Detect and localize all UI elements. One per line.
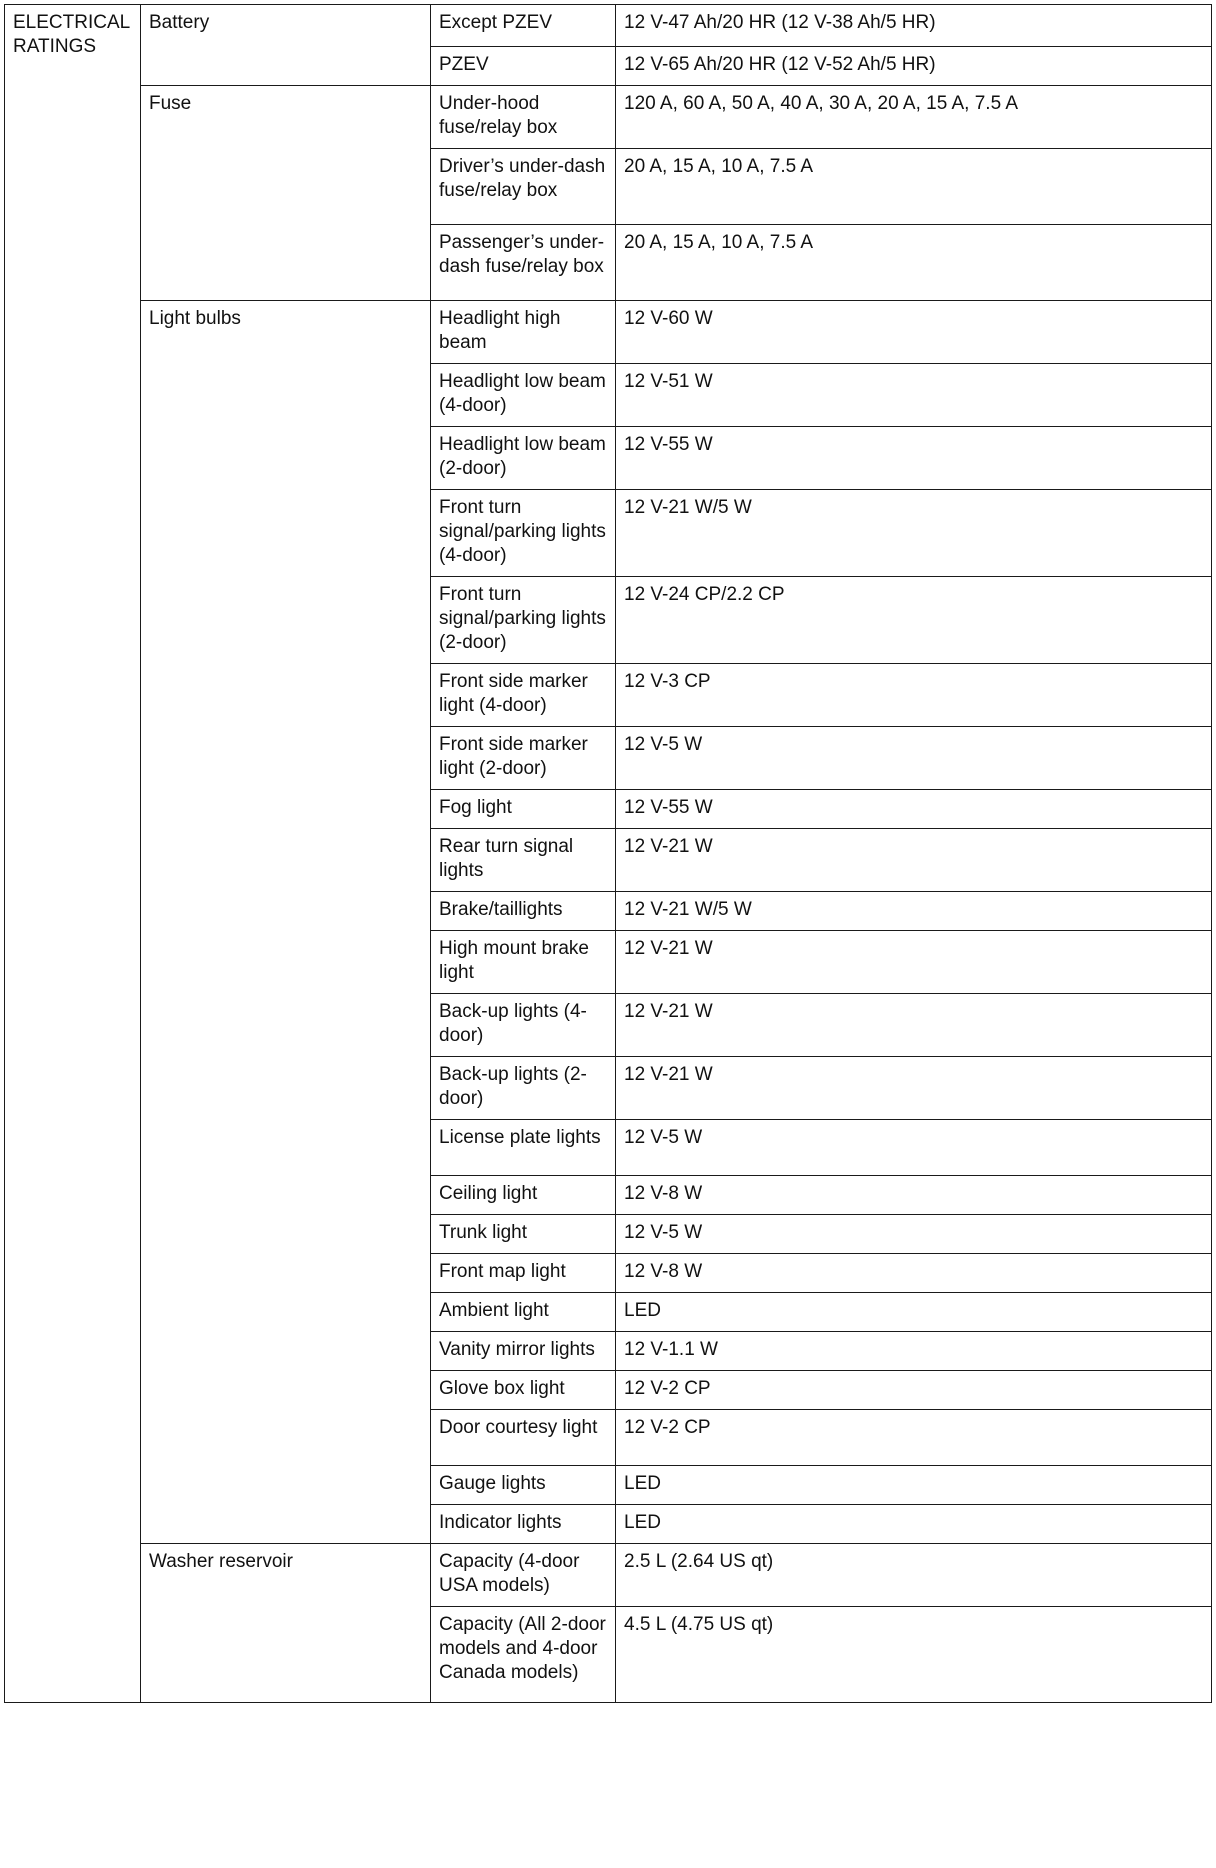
item-value: 20 A, 15 A, 10 A, 7.5 A (616, 225, 1212, 301)
category-washer-reservoir: Washer reservoir (141, 1544, 431, 1703)
item-label: Trunk light (431, 1215, 616, 1254)
item-label: Gauge lights (431, 1466, 616, 1505)
item-value: 12 V-21 W (616, 829, 1212, 892)
table-row (5, 1544, 1212, 1607)
item-label: Capacity (All 2-door models and 4-door Canada models) (431, 1607, 616, 1703)
item-value: 12 V-21 W/5 W (616, 892, 1212, 931)
item-value: 2.5 L (2.64 US qt) (616, 1544, 1212, 1607)
category-light-bulbs: Light bulbs (141, 301, 431, 1544)
item-value: 12 V-21 W (616, 931, 1212, 994)
item-label: Headlight high beam (431, 301, 616, 364)
item-value: 12 V-5 W (616, 1120, 1212, 1176)
item-value: 12 V-8 W (616, 1176, 1212, 1215)
item-value: 12 V-21 W (616, 994, 1212, 1057)
item-value: 12 V-24 CP/2.2 CP (616, 577, 1212, 664)
item-value: 12 V-21 W (616, 1057, 1212, 1120)
spec-page (4, 4, 1212, 1703)
item-label: Brake/taillights (431, 892, 616, 931)
item-value: LED (616, 1505, 1212, 1544)
item-label: PZEV (431, 47, 616, 86)
item-label: Driver’s under-dash fuse/relay box (431, 149, 616, 225)
item-label: License plate lights (431, 1120, 616, 1176)
category-fuse: Fuse (141, 86, 431, 301)
item-value: 12 V-55 W (616, 790, 1212, 829)
item-value: 12 V-47 Ah/20 HR (12 V-38 Ah/5 HR) (616, 5, 1212, 47)
item-value: 12 V-60 W (616, 301, 1212, 364)
item-label: Front turn signal/parking lights (4-door) (431, 490, 616, 577)
item-label: Under-hood fuse/relay box (431, 86, 616, 149)
item-value: 12 V-1.1 W (616, 1332, 1212, 1371)
item-label: Front turn signal/parking lights (2-door) (431, 577, 616, 664)
item-value: 4.5 L (4.75 US qt) (616, 1607, 1212, 1703)
item-label: High mount brake light (431, 931, 616, 994)
item-value: LED (616, 1466, 1212, 1505)
item-label: Vanity mirror lights (431, 1332, 616, 1371)
item-value: 12 V-2 CP (616, 1371, 1212, 1410)
category-battery: Battery (141, 5, 431, 86)
item-label: Headlight low beam (2-door) (431, 427, 616, 490)
item-label: Passenger’s under-dash fuse/relay box (431, 225, 616, 301)
item-value: 12 V-3 CP (616, 664, 1212, 727)
item-value: LED (616, 1293, 1212, 1332)
item-value: 12 V-5 W (616, 1215, 1212, 1254)
item-value: 120 A, 60 A, 50 A, 40 A, 30 A, 20 A, 15 A, 7.5 A (616, 86, 1212, 149)
item-value: 12 V-21 W/5 W (616, 490, 1212, 577)
table-row (5, 301, 1212, 364)
item-label: Glove box light (431, 1371, 616, 1410)
item-value: 20 A, 15 A, 10 A, 7.5 A (616, 149, 1212, 225)
item-label: Ceiling light (431, 1176, 616, 1215)
item-label: Back-up lights (4-door) (431, 994, 616, 1057)
item-label: Indicator lights (431, 1505, 616, 1544)
item-label: Front side marker light (2-door) (431, 727, 616, 790)
item-label: Headlight low beam (4-door) (431, 364, 616, 427)
section-title: ELECTRICAL RATINGS (5, 5, 141, 1703)
electrical-ratings-table (4, 4, 1212, 1703)
item-label: Ambient light (431, 1293, 616, 1332)
item-label: Capacity (4-door USA models) (431, 1544, 616, 1607)
item-label: Front map light (431, 1254, 616, 1293)
item-label: Back-up lights (2-door) (431, 1057, 616, 1120)
item-value: 12 V-65 Ah/20 HR (12 V-52 Ah/5 HR) (616, 47, 1212, 86)
table-row (5, 86, 1212, 149)
item-value: 12 V-8 W (616, 1254, 1212, 1293)
item-label: Fog light (431, 790, 616, 829)
item-label: Rear turn signal lights (431, 829, 616, 892)
table-row (5, 5, 1212, 47)
item-label: Door courtesy light (431, 1410, 616, 1466)
item-value: 12 V-2 CP (616, 1410, 1212, 1466)
item-label: Except PZEV (431, 5, 616, 47)
item-value: 12 V-55 W (616, 427, 1212, 490)
item-label: Front side marker light (4-door) (431, 664, 616, 727)
item-value: 12 V-5 W (616, 727, 1212, 790)
item-value: 12 V-51 W (616, 364, 1212, 427)
